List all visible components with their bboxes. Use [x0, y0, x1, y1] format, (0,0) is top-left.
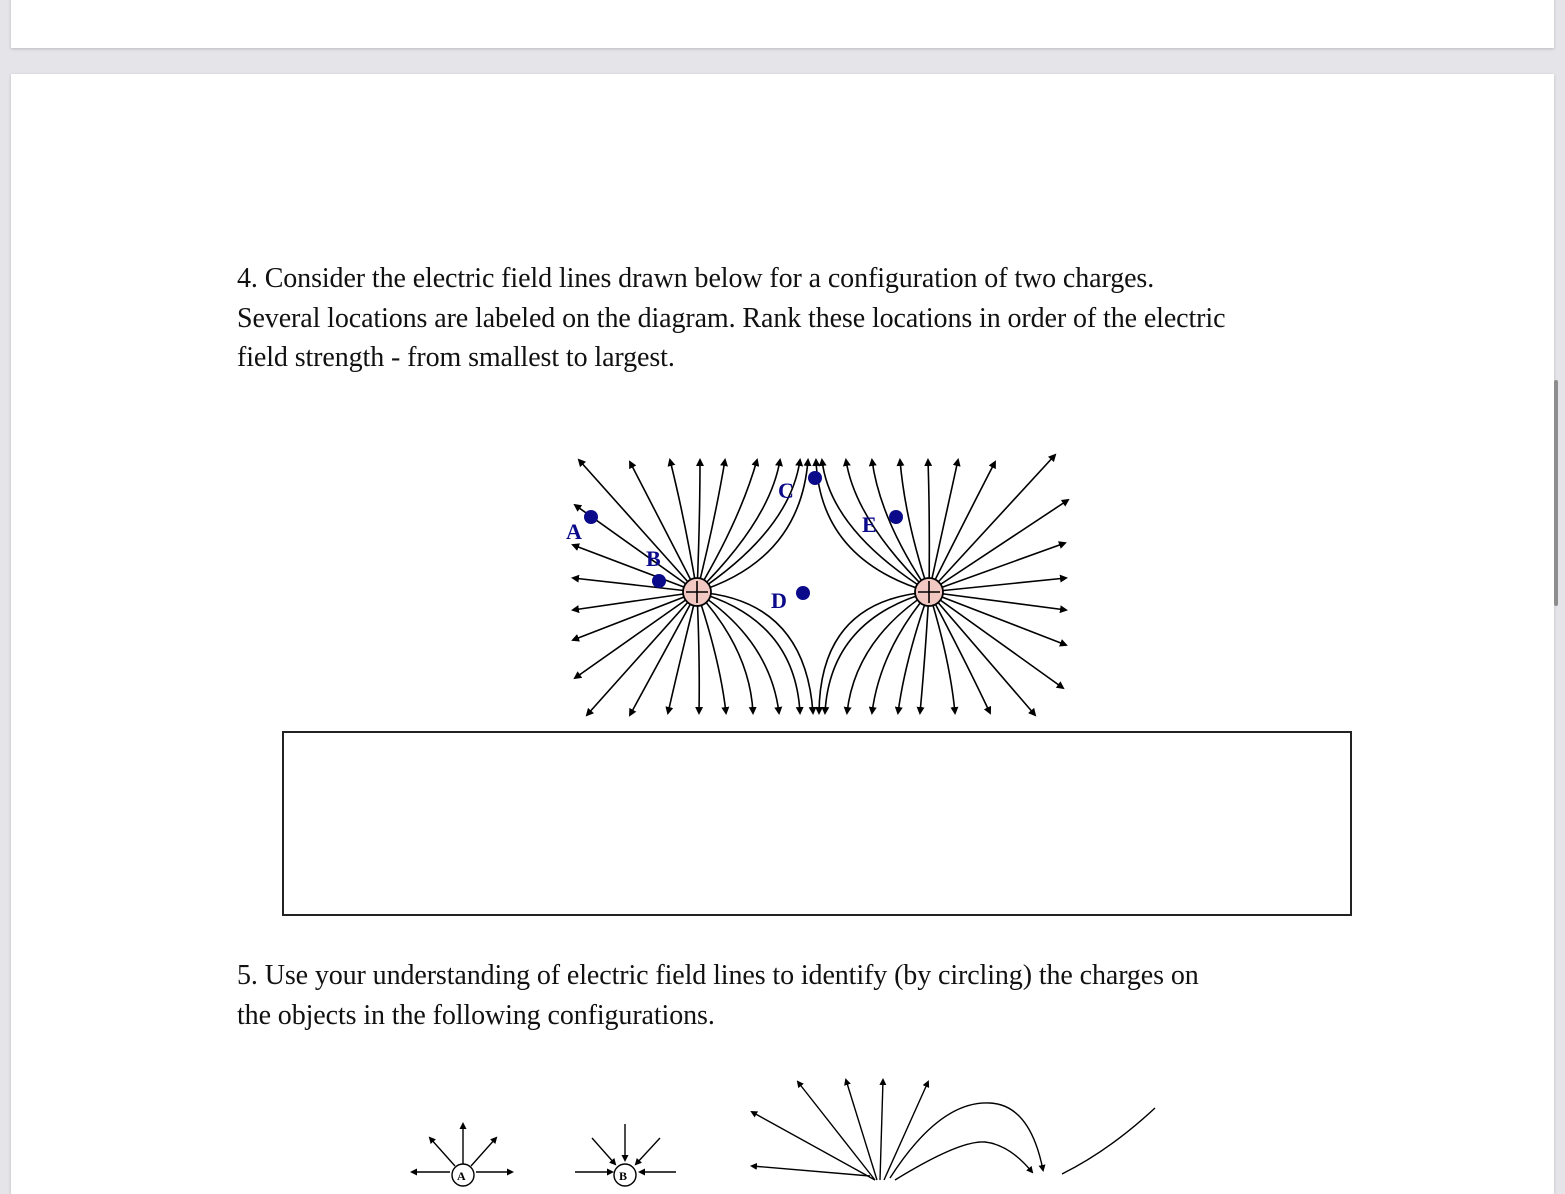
positive-charge-left [683, 578, 711, 606]
question-4-text [237, 259, 1337, 378]
point-e-label: E [862, 512, 877, 537]
point-d-label: D [771, 588, 787, 613]
vertical-scrollbar[interactable] [1554, 380, 1558, 606]
point-b-label: B [646, 546, 661, 571]
answer-box[interactable] [282, 731, 1352, 916]
point-a-label: A [566, 519, 582, 544]
object-pair-field [752, 1080, 1155, 1180]
point-b-marker [652, 574, 666, 588]
question-4-line-3: field strength - from smallest to largest. [237, 342, 675, 373]
question-5-line-1: 5. Use your understanding of electric field lines to identify (by circling) the charges on [237, 960, 1199, 991]
field-lines-diagram [560, 445, 1080, 730]
question-5-diagrams [400, 1070, 1200, 1183]
question-5-line-2: the objects in the following configurations. [237, 999, 715, 1031]
labeled-points [566, 471, 903, 613]
point-c-label: C [778, 478, 794, 503]
object-a-label: A [457, 1169, 466, 1183]
question-5-text [237, 956, 1337, 1035]
point-c-marker [808, 471, 822, 485]
point-d-marker [796, 586, 810, 600]
point-a-marker [584, 510, 598, 524]
question-4-line-1: 4. Consider the electric field lines drawn below for a configuration of two charges. [237, 263, 1155, 294]
question-4-line-2: Several locations are labeled on the diagram. Rank these locations in order of the electric [237, 302, 1226, 334]
point-e-marker [889, 510, 903, 524]
positive-charge-right [915, 578, 943, 606]
previous-page [11, 0, 1554, 48]
object-b-label: B [619, 1169, 628, 1183]
field-lines [573, 455, 1068, 715]
